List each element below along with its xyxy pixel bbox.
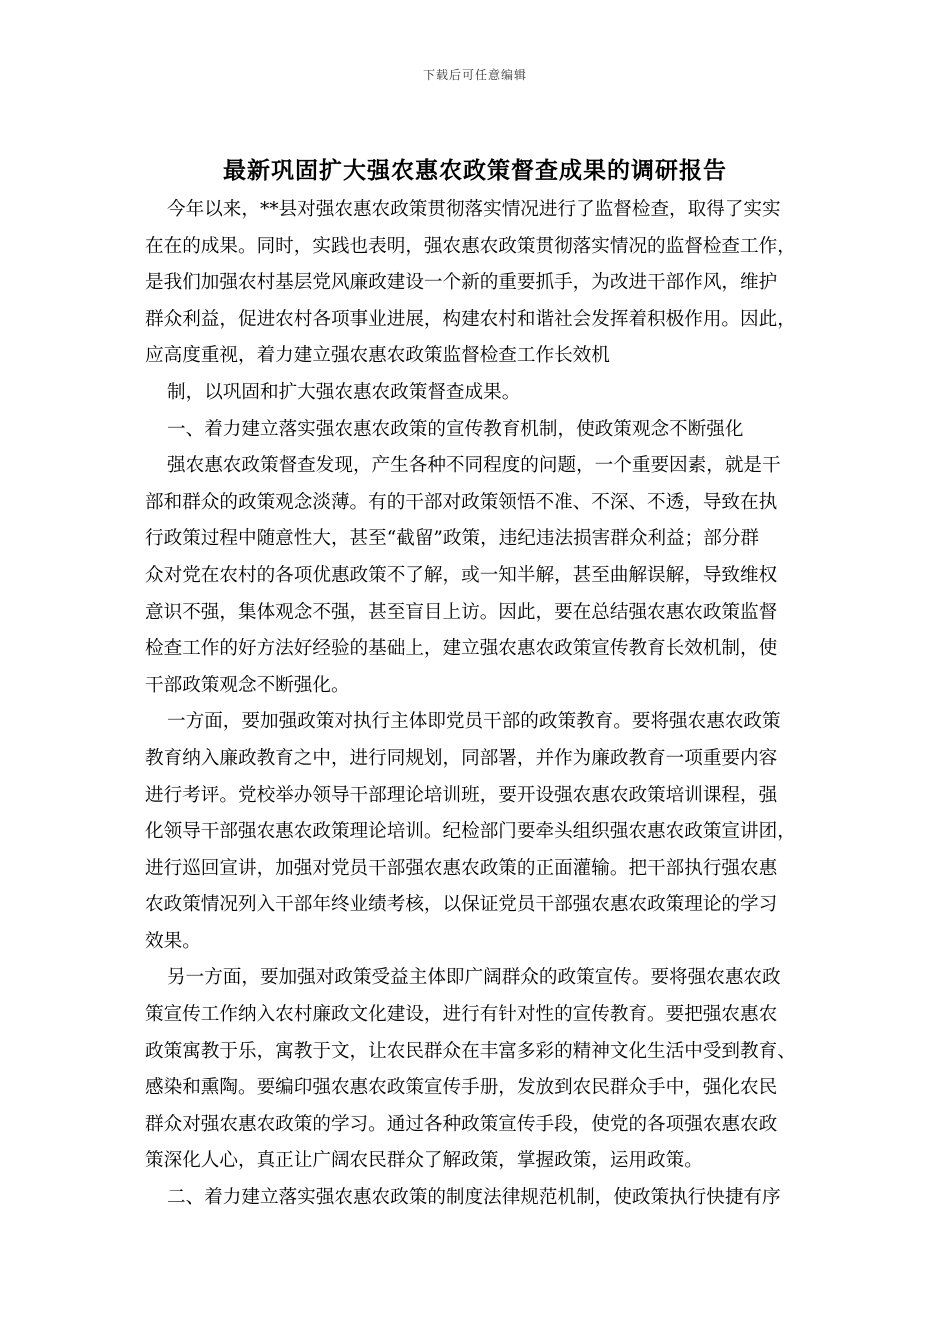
- text-line: 今年以来，**县对强农惠农政策贯彻落实情况进行了监督检查，取得了实实: [167, 199, 781, 220]
- document-title: 最新巩固扩大强农惠农政策督查成果的调研报告: [223, 157, 727, 184]
- text-line: 效果。: [145, 930, 201, 952]
- text-line: 进行巡回宣讲，加强对党员干部强农惠农政策的正面灌输。把干部执行强农惠: [145, 857, 778, 879]
- text-line: 策宣传工作纳入农村廉政文化建设，进行有针对性的宣传教育。要把强农惠农: [145, 1004, 778, 1026]
- header-note: 下载后可任意编辑: [422, 68, 527, 82]
- text-line: 检查工作的好方法好经验的基础上，建立强农惠农政策宣传教育长效机制，使: [145, 638, 778, 660]
- text-line: 是我们加强农村基层党风廉政建设一个新的重要抓手，为改进干部作风，维护: [145, 272, 778, 294]
- text-line: 行政策过程中随意性大，甚至“截留”政策，违纪违法损害群众利益；部分群: [145, 528, 760, 550]
- text-line: 化领导干部强农惠农政策理论培训。纪检部门要牵头组织强农惠农政策宣讲团，: [145, 821, 796, 843]
- text-line: 策深化人心，真正让广阔农民群众了解政策，掌握政策，运用政策。: [145, 1150, 703, 1172]
- section-heading-2: 二、着力建立落实强农惠农政策的制度法律规范机制，使政策执行快捷有序: [167, 1187, 781, 1209]
- text-line: 制，以巩固和扩大强农惠农政策督查成果。: [167, 381, 521, 403]
- text-line: 意识不强，集体观念不强，甚至盲目上访。因此，要在总结强农惠农政策监督: [145, 601, 778, 623]
- text-line: 进行考评。党校举办领导干部理论培训班，要开设强农惠农政策培训课程，强: [145, 784, 778, 806]
- text-line: 农政策情况列入干部年终业绩考核，以保证党员干部强农惠农政策理论的学习: [145, 894, 778, 916]
- text-line: 政策寓教于乐，寓教于文，让农民群众在丰富多彩的精神文化生活中受到教育、: [145, 1040, 796, 1062]
- text-line: 感染和熏陶。要编印强农惠农政策宣传手册，发放到农民群众手中，强化农民: [145, 1077, 778, 1099]
- section-heading-1: 一、着力建立落实强农惠农政策的宣传教育机制，使政策观念不断强化: [167, 418, 744, 440]
- body-text: [145, 192, 815, 1217]
- text-line: 部和群众的政策观念淡薄。有的干部对政策领悟不准、不深、不透，导致在执: [145, 491, 778, 513]
- text-line: 强农惠农政策督查发现，产生各种不同程度的问题，一个重要因素，就是干: [167, 455, 781, 477]
- text-line: 另一方面，要加强对政策受益主体即广阔群众的政策宣传。要将强农惠农政: [167, 967, 781, 989]
- text-line: 应高度重视，着力建立强农惠农政策监督检查工作长效机: [145, 345, 610, 367]
- text-line: 干部政策观念不断强化。: [145, 674, 350, 696]
- text-line: 群众利益，促进农村各项事业进展，构建农村和谐社会发挥着积极作用。因此，: [145, 308, 796, 330]
- text-line: 众对党在农村的各项优惠政策不了解，或一知半解，甚至曲解误解，导致维权: [145, 564, 778, 586]
- text-line: 教育纳入廉政教育之中，进行同规划，同部署，并作为廉政教育一项重要内容: [145, 747, 778, 769]
- text-line: 在在的成果。同时，实践也表明，强农惠农政策贯彻落实情况的监督检查工作，: [145, 235, 796, 257]
- text-line: 群众对强农惠农政策的学习。通过各种政策宣传手段，使党的各项强农惠农政: [145, 1113, 778, 1135]
- text-line: 一方面，要加强政策对执行主体即党员干部的政策教育。要将强农惠农政策: [167, 711, 781, 733]
